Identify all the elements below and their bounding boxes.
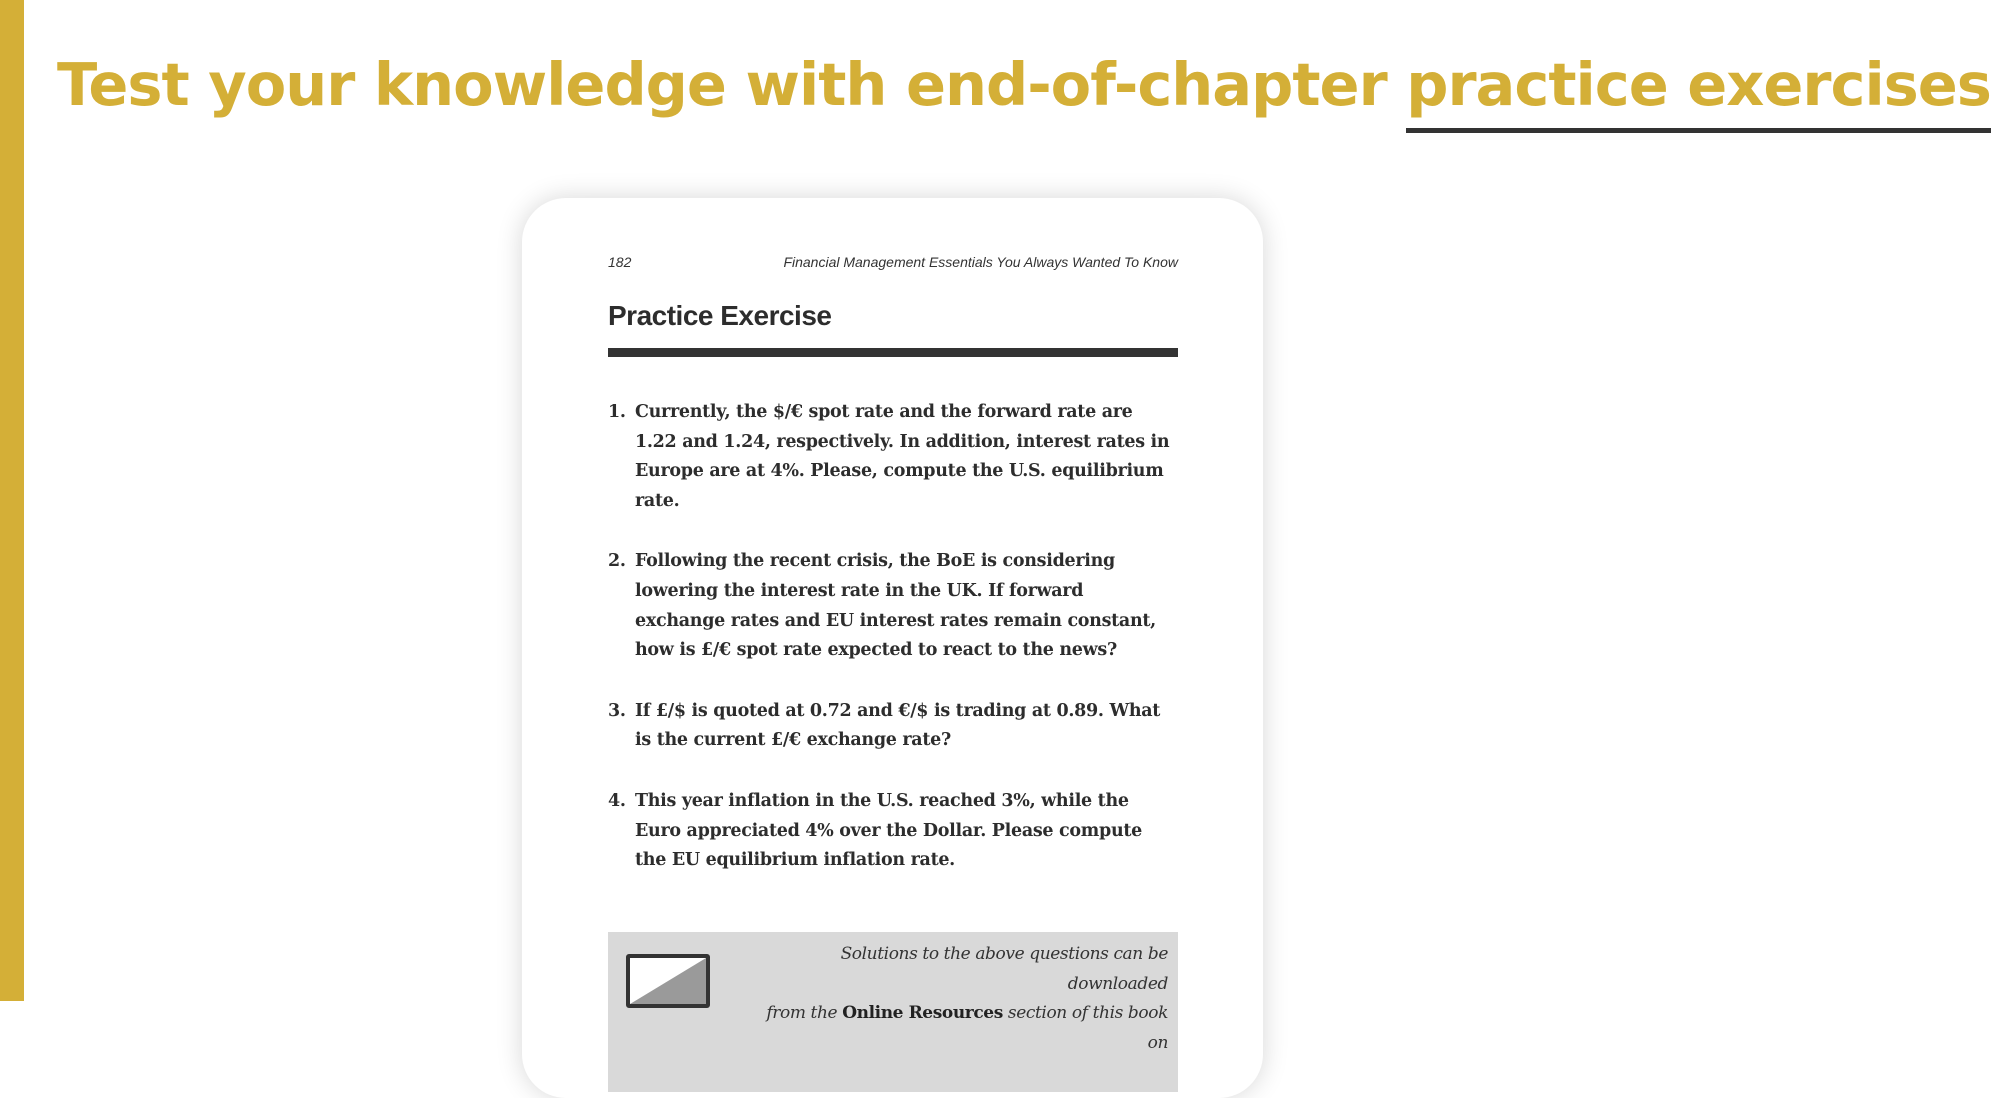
question-number: 3. (608, 700, 626, 721)
headline-lead: Test your knowledge with end-of-chapter (57, 50, 1407, 119)
callout-line-2-suffix: section of this book on (1002, 1003, 1168, 1053)
question-text: This year inflation in the U.S. reached 3%, while the Euro appreciated 4% over the Dollar. Please compute the EU equilibrium inflation rate. (635, 790, 1142, 871)
running-title: Financial Management Essentials You Always Wanted To Know (783, 254, 1178, 270)
headline-underlined: practice exercises (1406, 44, 1991, 133)
question-text: Following the recent crisis, the BoE is considering lowering the interest rate in the UK. If forward exchange rates and EU interest rates remain constant, how is £/€ spot rate expected to react to the news? (635, 551, 1156, 661)
callout-text (748, 940, 1168, 1058)
accent-bar (0, 0, 24, 1001)
question-number: 2. (608, 551, 626, 572)
question-number: 1. (608, 402, 626, 422)
question-text: If £/$ is quoted at 0.72 and €/$ is trading at 0.89. What is the current £/€ exchange rate? (635, 700, 1161, 751)
question-number: 4. (608, 790, 626, 811)
question-list (608, 398, 1178, 907)
question-item (608, 787, 1178, 876)
callout-line-2-prefix: from the (766, 1003, 843, 1024)
section-rule (608, 348, 1178, 357)
callout-line-2 (748, 999, 1168, 1058)
section-title: Practice Exercise (608, 300, 832, 331)
document-icon (626, 954, 710, 1008)
page-headline (57, 40, 1991, 133)
solutions-callout (608, 932, 1178, 1092)
question-item (608, 697, 1178, 756)
question-item (608, 547, 1178, 665)
question-text: Currently, the $/€ spot rate and the forward rate are 1.22 and 1.24, respectively. In addition, interest rates in Europe are at 4%. Please, compute the U.S. equilibrium rate. (635, 402, 1170, 511)
callout-line-1: Solutions to the above questions can be downloaded (840, 944, 1168, 994)
book-page-card (522, 198, 1263, 1098)
online-resources-label: Online Resources (842, 1003, 1003, 1024)
page-number: 182 (608, 254, 632, 270)
question-item (608, 398, 1178, 516)
